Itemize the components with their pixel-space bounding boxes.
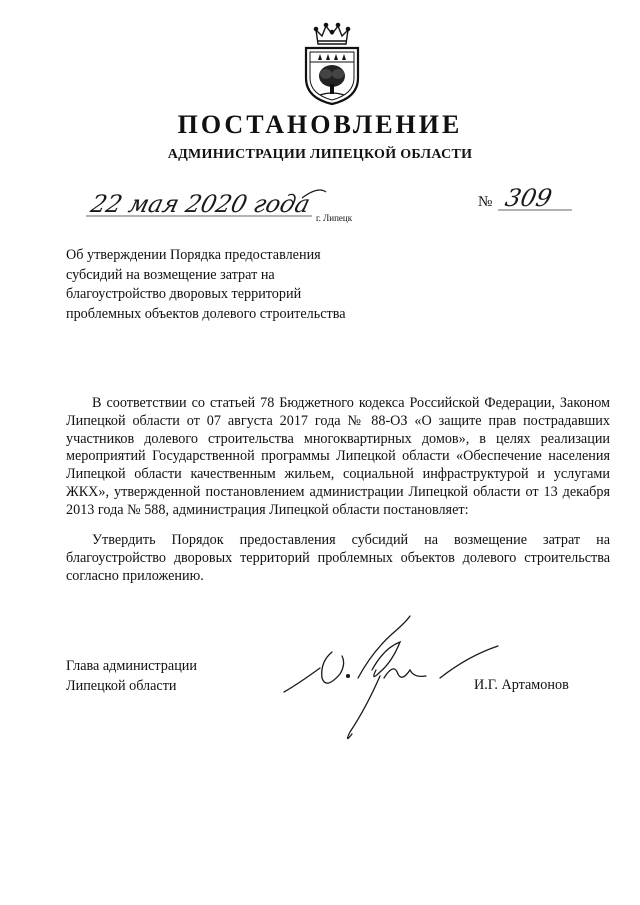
svg-text:22 мая 2020 года: 22 мая 2020 года bbox=[88, 189, 316, 218]
city-label: г. Липецк bbox=[316, 213, 353, 223]
signatory-position bbox=[66, 657, 197, 696]
subject-line: проблемных объектов долевого строительства bbox=[66, 305, 346, 322]
body-paragraph: Утвердить Порядок предоставления субсидий на возмещение затрат на благоустройство дворовых территорий проблемных объектов долевого строительства согласно приложению. bbox=[66, 532, 610, 584]
document-title: ПОСТАНОВЛЕНИЕ bbox=[177, 110, 463, 139]
handwritten-date bbox=[80, 178, 340, 226]
svg-text:309: 309 bbox=[502, 183, 555, 212]
handwritten-number bbox=[496, 178, 576, 218]
subject-line: благоустройство дворовых территорий bbox=[66, 286, 302, 303]
body-paragraph: В соответствии со статьей 78 Бюджетного кодекса Российской Федерации, Законом Липецкой области от 07 августа 2017 года № 88-ОЗ «О защите прав пострадавших участников долевого строительства многоквартирных домов», в целях реализации мероприятий Государственной программы Липецкой области «Обеспечение населения Липецкой области качественным жильем, социальной инфраструктурой и услугами ЖКХ», утвержденной постановлением администрации Липецкой области от 13 декабря 2013 года № 588, администрация Липецкой области постановляет: bbox=[66, 395, 610, 518]
document-subject bbox=[66, 246, 386, 324]
subject-line: субсидий на возмещение затрат на bbox=[66, 266, 275, 283]
number-sign: № bbox=[478, 194, 493, 210]
document-subtitle: АДМИНИСТРАЦИИ ЛИПЕЦКОЙ ОБЛАСТИ bbox=[167, 147, 473, 162]
signatory-position-line: Липецкой области bbox=[66, 677, 177, 694]
coat-of-arms-icon bbox=[300, 22, 364, 106]
signatory-name: И.Г. Артамонов bbox=[474, 677, 569, 693]
signatory-position-line: Глава администрации bbox=[66, 658, 197, 674]
subject-line: Об утверждении Порядка предоставления bbox=[66, 247, 321, 263]
